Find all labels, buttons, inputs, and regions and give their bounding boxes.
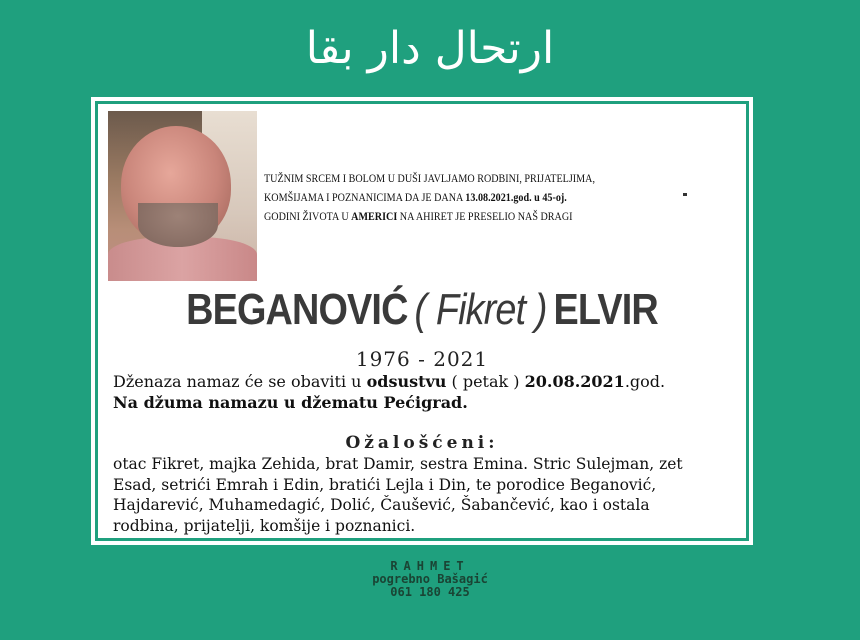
funeral-line-1: Dženaza namaz će se obaviti u odsustvu ( petak ) 20.08.2021.god. (113, 372, 666, 391)
deceased-name: BEGANOVIĆ ( Fikret ) ELVIR (186, 285, 658, 334)
funeral-home-footer (0, 560, 860, 599)
announcement-text (264, 170, 634, 227)
portrait-photo (108, 111, 257, 281)
mourners-line: rodbina, prijatelji, komšije i poznanici. (113, 516, 416, 535)
mourners-line: Esad, setrići Emrah i Edin, bratići Lejla i Din, te porodice Beganović, (113, 475, 657, 494)
announcement-line-1: TUŽNIM SRCEM I BOLOM U DUŠI JAVLJAMO RODBINI, PRIJATELJIMA, (264, 173, 595, 185)
life-years: 1976 - 2021 (355, 347, 489, 371)
funeral-line-2: Na džuma namazu u džematu Pećigrad. (113, 393, 468, 412)
announcement-line-3: GODINI ŽIVOTA U AMERICI NA AHIRET JE PRESELIO NAŠ DRAGI (264, 211, 573, 223)
speck-mark (683, 193, 687, 196)
footer-company: pogrebno Bašagić (372, 572, 488, 586)
announcement-line-2: KOMŠIJAMA I POZNANICIMA DA JE DANA 13.08.2021.god. u 45-oj. (264, 192, 567, 204)
arabic-calligraphy-header: ارتحال دار بقا (305, 23, 555, 74)
mourners-list (113, 454, 733, 536)
footer-phone: 061 180 425 (390, 585, 470, 599)
mourners-line: otac Fikret, majka Zehida, brat Damir, sestra Emina. Stric Sulejman, zet (113, 455, 683, 473)
funeral-info (113, 371, 733, 413)
obituary-panel (91, 97, 753, 545)
footer-rahmet: RAHMET (390, 559, 470, 573)
mourners-heading: Ožalošćeni: (345, 433, 499, 453)
mourners-line: Hajdarević, Muhamedagić, Dolić, Čaušević, Šabančević, kao i ostala (113, 496, 650, 514)
